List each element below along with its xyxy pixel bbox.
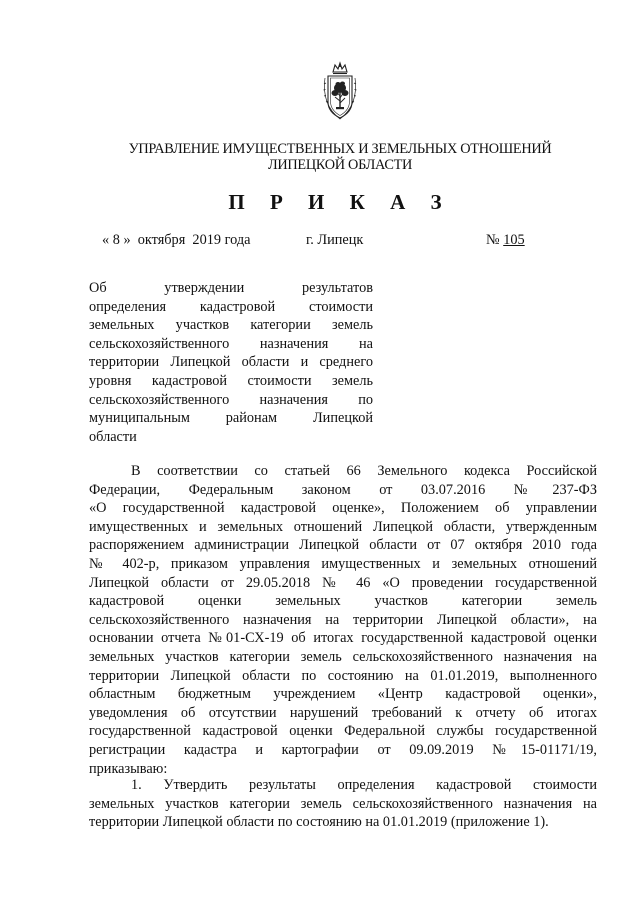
body-line: распоряжением администрации Липецкой области от 07 октября 2010 года [89, 537, 597, 554]
body-line: земельных участков категории земель сельскохозяйственного назначения на [89, 648, 597, 665]
subject-line: земельных участков категории земель [89, 317, 373, 334]
order-date: « 8 » октября 2019 года [102, 232, 251, 248]
subject-line: территории Липецкой области и среднего [89, 354, 373, 371]
organization-name: УПРАВЛЕНИЕ ИМУЩЕСТВЕННЫХ И ЗЕМЕЛЬНЫХ ОТНОШЕНИЙ [128, 141, 552, 157]
item-line: территории Липецкой области по состоянию на 01.01.2019 (приложение 1). [89, 814, 549, 831]
body-line: кадастровой оценки земельных участков категории земель [89, 593, 597, 610]
body-line: сельскохозяйственного назначения на территории Липецкой области», на [89, 611, 597, 628]
body-line: приказываю: [89, 760, 168, 777]
body-line: «О государственной кадастровой оценке», Положением об управлении [89, 500, 597, 517]
order-number [486, 232, 525, 248]
item-line: земельных участков категории земель сельскохозяйственного назначения на [89, 795, 597, 812]
order-city: г. Липецк [306, 232, 364, 248]
subject-line: Об утверждении результатов [89, 280, 373, 296]
body-line: Федерации, Федеральным законом от 03.07.2016 №237-ФЗ [89, 481, 597, 498]
body-line: уведомления об отсутствии нарушений требований к отчету об итогах [89, 704, 597, 721]
subject-line: уровня кадастровой стоимости земель [89, 372, 373, 389]
subject-line: сельскохозяйственного назначения по [89, 391, 373, 408]
organization-region: ЛИПЕЦКОЙ ОБЛАСТИ [267, 157, 413, 173]
subject-line: определения кадастровой стоимости [89, 298, 373, 315]
body-line: № 402-р, приказом управления имущественных и земельных отношений [89, 555, 597, 572]
body-line: основании отчета №01-СХ-19 об итогах государственной кадастровой оценки [89, 630, 597, 647]
item-line: 1. Утвердить результаты определения кадастровой стоимости [131, 777, 597, 793]
order-subject [89, 279, 373, 446]
preamble-paragraph [89, 462, 597, 778]
order-number-value: 105 [503, 232, 525, 248]
document-title: П Р И К А З [228, 190, 452, 214]
order-item-1 [89, 776, 597, 832]
body-line: областным бюджетным учреждением «Центр кадастровой оценки», [89, 686, 597, 703]
subject-line: сельскохозяйственного назначения на [89, 335, 373, 352]
body-line: регистрации кадастра и картографии от 09.09.2019 №15-01171/19, [89, 741, 597, 758]
order-number-prefix: № [486, 232, 504, 248]
body-line: территории Липецкой области по состоянию на 01.01.2019, выполненного [89, 667, 597, 684]
coat-of-arms-icon [321, 60, 359, 122]
subject-line: области [89, 428, 137, 445]
body-line: государственной кадастровой оценки Федеральной службы государственной [89, 723, 597, 740]
subject-line: муниципальным районам Липецкой [89, 410, 373, 427]
body-line: имущественных и земельных отношений Липецкой области, утвержденным [89, 518, 597, 535]
body-line: Липецкой области от 29.05.2018 № 46 «О проведении государственной [89, 574, 597, 591]
body-line: В соответствии со статьей 66 Земельного кодекса Российской [131, 463, 597, 479]
